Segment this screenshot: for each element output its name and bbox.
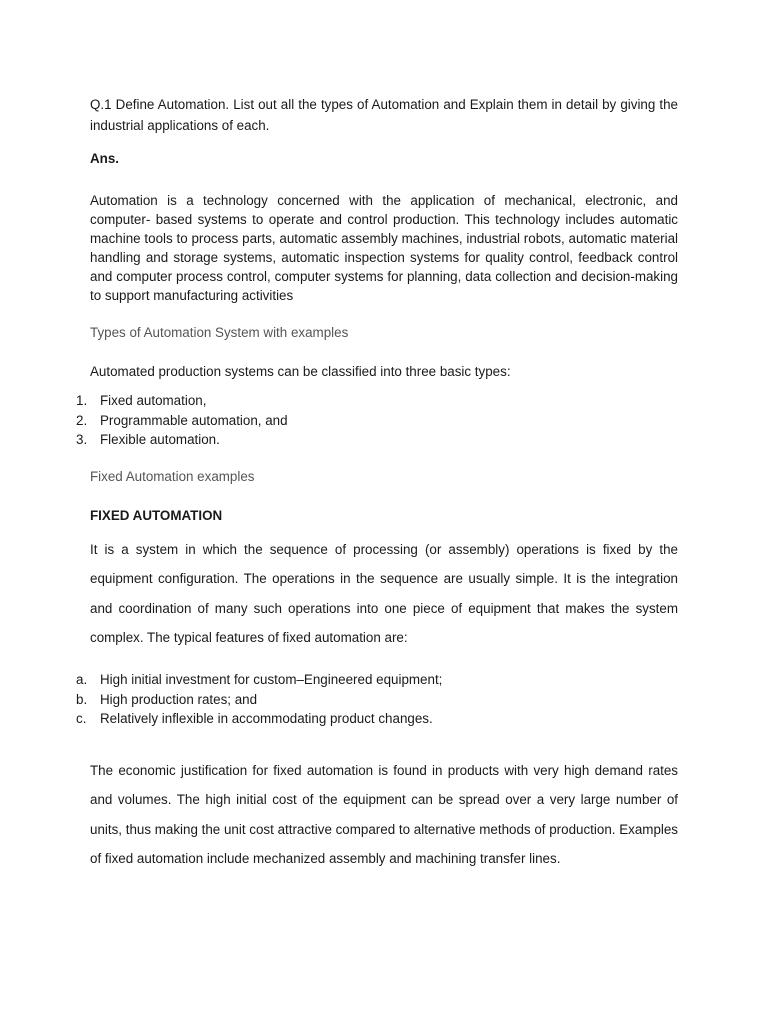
features-list xyxy=(76,670,442,729)
fixed-automation-title: FIXED AUTOMATION xyxy=(90,508,223,523)
list-item xyxy=(76,411,288,431)
list-item-text: Fixed automation, xyxy=(100,393,207,408)
list-item-text: Relatively inflexible in accommodating product changes. xyxy=(100,711,433,726)
list-item xyxy=(76,709,442,729)
list-marker: 1. xyxy=(76,393,88,408)
list-item xyxy=(76,690,442,710)
list-item-text: High production rates; and xyxy=(100,691,258,707)
types-heading: Types of Automation System with examples xyxy=(90,325,349,340)
list-marker: 3. xyxy=(76,432,88,447)
list-marker: c. xyxy=(76,711,87,726)
list-marker: a. xyxy=(76,672,88,687)
list-item-text: Programmable automation, and xyxy=(100,412,288,428)
list-marker: b. xyxy=(76,691,88,707)
types-list xyxy=(76,391,288,450)
intro-paragraph: Automation is a technology concerned with the application of mechanical, electronic, and computer- based systems to operate and control production. This technology includes automatic machine tools to process parts, automatic assembly machines, industrial robots, automatic material handling and storage systems, automatic inspection systems for quality control, feedback control and computer process control, computer systems for planning, data collection and decision-making to support manufacturing activities xyxy=(90,193,678,303)
list-item xyxy=(76,430,288,450)
list-marker: 2. xyxy=(76,412,88,428)
list-item-text: High initial investment for custom–Engineered equipment; xyxy=(100,672,443,687)
economic-justification-paragraph: The economic justification for fixed automation is found in products with very high demand rates and volumes. The high initial cost of the equipment can be spread over a very large number of units, thus making the unit cost attractive compared to alternative methods of production. Examples of fixed automation include mechanized assembly and machining transfer lines. xyxy=(90,763,679,866)
fixed-automation-description: It is a system in which the sequence of processing (or assembly) operations is fixed by the equipment configuration. The operations in the sequence are usually simple. It is the integration and coordination of many such operations into one piece of equipment that makes the system complex. The typical features of fixed automation are: xyxy=(90,542,678,645)
list-item xyxy=(76,670,442,690)
list-item xyxy=(76,391,288,411)
fixed-examples-heading: Fixed Automation examples xyxy=(90,469,255,484)
question-text: Q.1 Define Automation. List out all the types of Automation and Explain them in detail by giving the industrial applications of each. xyxy=(90,97,678,133)
list-item-text: Flexible automation. xyxy=(100,432,220,447)
classification-sentence: Automated production systems can be classified into three basic types: xyxy=(90,364,511,379)
answer-label: Ans. xyxy=(90,151,120,166)
